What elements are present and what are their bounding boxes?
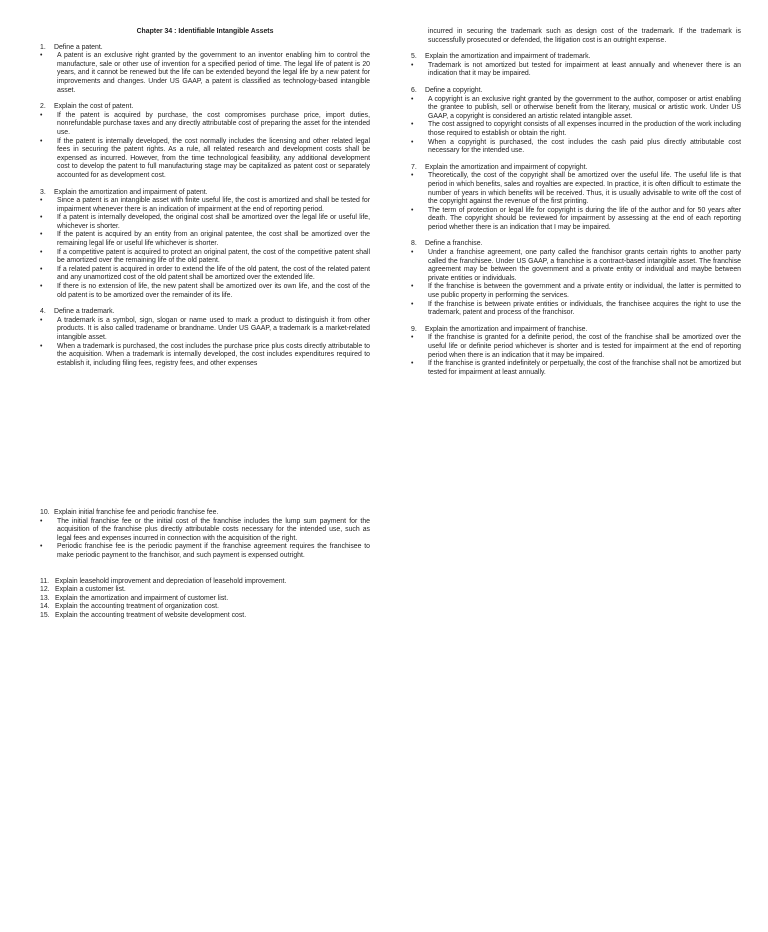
question-text: Explain the amortization and impairment of trademark. [425, 53, 591, 61]
question-heading [40, 189, 370, 198]
question-text: Explain the accounting treatment of organization cost. [55, 603, 219, 611]
answer-bullet: • When a trademark is purchased, the cost includes the purchase price plus costs directly attributable to the acquisition. When a trademark is internally developed, the cost includes expenditures required to establish it, including filing fees, registry fees, and other expenses [40, 343, 370, 369]
question-number: 1. [40, 43, 46, 51]
answer-bullet: • The cost assigned to copyright consists of all expenses incurred in the production of the work including those required to establish or obtain the right. [411, 121, 741, 138]
right-question-list [411, 53, 741, 377]
question-item [40, 103, 370, 180]
answer-bullet-list [411, 172, 741, 232]
question-item [40, 578, 370, 587]
question-number: 13. [40, 594, 50, 602]
answer-bullet: • Under a franchise agreement, one party called the franchisor grants certain rights to another party called the franchisee. Under US GAAP, a franchise is a contract-based intangible asset. The franchise agreement may be between the government and a private entity or individual and maybe between private entities or individuals. [411, 249, 741, 283]
answer-bullet: • If there is no extension of life, the new patent shall be amortized over its own life, and the cost of the old patent is to be amortized over the remainder of its life. [40, 283, 370, 300]
answer-bullet: • Trademark is not amortized but tested for impairment at least annually and whenever there is an indication that it may be impaired. [411, 62, 741, 79]
question-item [411, 53, 741, 79]
question-heading [411, 53, 741, 62]
answer-bullet: • A patent is an exclusive right granted by the government to an inventor enabling him to control the manufacture, sale or other use of invention for a specified period of time. The legal life of patent is 20 years, and it cannot be renewed but the life can be extended beyond the legal life by a new patent for improvements and changes. Under US GAAP, a patent is classified as technology-based intangible asset. [40, 52, 370, 95]
answer-bullet: • If the franchise is between private entities or individuals, the franchisee acquires the right to use the trademark, patent and process of the franchisor. [411, 301, 741, 318]
answer-bullet: • Periodic franchise fee is the periodic payment if the franchise agreement requires the franchisee to make periodic payment to the franchisor, and such payment is expensed outright. [40, 543, 370, 560]
question-heading [40, 578, 370, 587]
question-number: 2. [40, 103, 46, 111]
answer-bullet-list [40, 52, 370, 95]
question-number: 10. [40, 509, 50, 516]
question-heading [40, 308, 370, 317]
question-heading [411, 326, 741, 335]
answer-bullet: • Since a patent is an intangible asset with finite useful life, the cost is amortized and shall be tested for impairment whenever there is an indication of impairment at the end of reporting period. [40, 197, 370, 214]
question-text: Explain the amortization and impairment of patent. [54, 188, 208, 196]
question-text: Explain a customer list. [55, 586, 126, 594]
question-item [40, 586, 370, 595]
question-item [40, 612, 370, 621]
question-number: 6. [411, 86, 417, 94]
question-heading [411, 240, 741, 249]
bottom-question [40, 509, 370, 561]
question-text: Define a patent. [54, 43, 103, 51]
question-number: 12. [40, 586, 50, 594]
question-heading [40, 586, 370, 595]
question-heading [40, 509, 370, 518]
answer-bullet-list [40, 317, 370, 369]
question-text: Explain leasehold improvement and depreciation of leasehold improvement. [55, 577, 287, 585]
question-item [40, 595, 370, 604]
question-text: Explain the amortization and impairment of copyright. [425, 163, 588, 171]
answer-bullet-list [411, 334, 741, 377]
question-item [40, 189, 370, 301]
question-item [40, 509, 370, 561]
left-column [40, 28, 370, 368]
question-text: Define a trademark. [54, 308, 115, 316]
answer-bullet: • A copyright is an exclusive right granted by the government to the author, composer or artist enabling the grantee to publish, sell or otherwise benefit from the literary, musical or artistic work. Under US GAAP, a copyright is considered an artistic related intangible asset. [411, 96, 741, 122]
question-item [40, 44, 370, 96]
answer-bullet-list [40, 197, 370, 300]
question-item [411, 326, 741, 378]
question-text: Define a franchise. [425, 240, 483, 248]
answer-bullet-list [411, 249, 741, 318]
answer-bullet: • If a related patent is acquired in order to extend the life of the old patent, the cost of the related patent and any unamortized cost of the old patent shall be amortized over the extended life. [40, 266, 370, 283]
question-text: Explain the amortization and impairment of customer list. [55, 594, 229, 602]
question-item [411, 240, 741, 317]
answer-bullet: • The term of protection or legal life for copyright is during the life of the author and for 50 years after death. The copyright should be reviewed for impairment by assessing at the end of each reporting period whether there is an indication that I may be impaired. [411, 207, 741, 233]
answer-bullet: • If the patent is acquired by purchase, the cost compromises purchase price, import duties, nonrefundable purchase taxes and any directly attributable cost of preparing the asset for the intended use. [40, 112, 370, 138]
question-item [40, 603, 370, 612]
answer-bullet: • If the patent is acquired by an entity from an original patentee, the cost shall be amortized over the remaining legal life or useful life whichever is shorter. [40, 231, 370, 248]
question-heading [40, 603, 370, 612]
page-title: Chapter 34 : Identifiable Intangible Assets [136, 28, 274, 35]
answer-bullet: • If the patent is internally developed, the cost normally includes the licensing and other related legal fees in securing the patent rights. As a rule, all related research and development costs shall be expensed as incurred. However, from the time technological feasibility, any additional development cost to develop the patent to full manufacturing stage may be capitalized as patent cost or separately accounted for as development cost. [40, 138, 370, 181]
question-text: Explain the amortization and impairment of franchise. [425, 325, 588, 333]
question-number: 4. [40, 308, 46, 316]
question-text: Define a copyright. [425, 86, 483, 94]
question-heading [40, 44, 370, 53]
answer-bullet: • If the franchise is between the government and a private entity or individual, the latter is permitted to use public property in performing the services. [411, 283, 741, 300]
question-number: 15. [40, 611, 50, 619]
question-item [40, 308, 370, 368]
answer-bullet: • If the franchise is granted indefinitely or perpetually, the cost of the franchise shall not be amortized but tested for impairment at least annually. [411, 360, 741, 377]
question-heading [40, 612, 370, 621]
answer-bullet: • A trademark is a symbol, sign, slogan or name used to mark a product to distinguish it from other products. It is also called tradename or brandname. Under US GAAP, a trademark is a market-related intangible asset. [40, 317, 370, 343]
question-number: 8. [411, 240, 417, 248]
question-heading [40, 595, 370, 604]
right-column [411, 28, 741, 377]
question-heading [40, 103, 370, 112]
answer-bullet-list [40, 518, 370, 561]
question-number: 5. [411, 53, 417, 61]
question-heading [411, 164, 741, 173]
question-number: 7. [411, 163, 417, 171]
short-question-list [40, 578, 370, 621]
answer-bullet: • Theoretically, the cost of the copyright shall be amortized over the useful life. The useful life is that period in which benefits, sales and royalties are expected. In practice, it is often difficult to estimate the number of years in which benefits will be received. Thus, it is usually advisable to write off the cost of the copyright against the revenue of the first printing. [411, 172, 741, 206]
continued-paragraph: incurred in securing the trademark such as design cost of the trademark. If the trademark is successfully prosecuted or defended, the litigation cost is an outright expense. [428, 28, 741, 44]
answer-bullet-list [411, 96, 741, 156]
question-text: Explain initial franchise fee and periodic franchise fee. [54, 509, 219, 516]
question-item [411, 87, 741, 156]
answer-bullet-list [411, 62, 741, 79]
question-number: 9. [411, 325, 417, 333]
answer-bullet-list [40, 112, 370, 181]
left-question-list [40, 44, 370, 369]
answer-bullet: • If a patent is internally developed, the original cost shall be amortized over the legal life or useful life, whichever is shorter. [40, 214, 370, 231]
question-number: 11. [40, 577, 50, 585]
question-item [411, 164, 741, 233]
question-number: 14. [40, 603, 50, 611]
question-heading [411, 87, 741, 96]
answer-bullet: • When a copyright is purchased, the cost includes the cash paid plus directly attributable cost necessary for the intended use. [411, 139, 741, 156]
answer-bullet: • If the franchise is granted for a definite period, the cost of the franchise shall be amortized over the useful life or definite period whichever is shorter and is tested for impairment at the end of reporting period when there is an indication that it may be impaired. [411, 334, 741, 360]
answer-bullet: • If a competitive patent is acquired to protect an original patent, the cost of the competitive patent shall be amortized over the remaining life of the old patent. [40, 249, 370, 266]
bottom-column [40, 509, 370, 621]
answer-bullet: • The initial franchise fee or the initial cost of the franchise includes the lump sum payment for the acquisition of the franchise plus directly attributable costs necessary for the intended use, such as legal fees and expenses incurred in connection with the acquisition of the right. [40, 518, 370, 544]
question-number: 3. [40, 188, 46, 196]
question-text: Explain the accounting treatment of website development cost. [55, 611, 247, 619]
question-text: Explain the cost of patent. [54, 103, 134, 111]
